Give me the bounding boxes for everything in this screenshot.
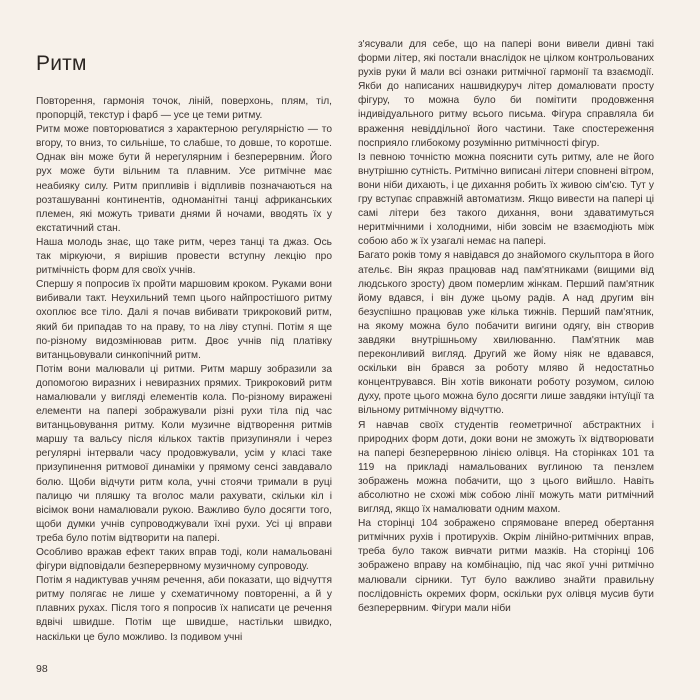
paragraph: з'ясували для себе, що на папері вони вивели дивні такі форми літер, які постали внаслідок не цілком контрольованих рухів руки й мали всі ознаки ритмічної гармонії та взаємодії. Якби до написаних нашвидкуруч літер домалювати просту фігуру, то можна було би помітити продовження індивідуального ритму всього письма. Фігура справляла би враження невіддільної його частини. Таке спостереження посприяло глибокому розумінню ритмічності фігур. (358, 39, 654, 149)
paragraph: Ритм може повторюватися з характерною регулярністю — то вгору, то вниз, то сильніше, то слабше, то довше, то коротше. Однак він може бути й нерегулярним і безперервним. Його рух може бути вільним та плавним. Усе ритмічне має неабияку силу. Ритм припливів і відпливів позначаються на розташуванні континентів, одноманітні танці африканських племен, які можуть тривати днями й ночами, вводять їх у екстатичний стан. (36, 124, 332, 234)
left-text-column (36, 95, 332, 645)
paragraph: На сторінці 104 зображено спрямоване вперед обертання ритмічних рухів і протирухів. Окрім лінійно-ритмічних вправ, треба було також вивчати ритми мазків. На сторінці 106 зображено вправу на комбінацію, під час якої учні ритмічно малювали сірники. Тут було важливо знайти правильну послідовність окремих форм, оскільки рух олівця мусив бути безперервним. Фігури мали ніби (358, 518, 654, 614)
paragraph: Багато років тому я навідався до знайомого скульптора в його ательє. Він якраз працював над пам'ятниками (вищими від людського зросту) двом померлим жінкам. Перший пам'ятник йому вдався, і він дуже цьому радів. А над другим він безуспішно працював уже кілька тижнів. Перший пам'ятник, на якому можна було побачити вигини одягу, він створив завдяки внутрішньому хвилюванню. Пам'ятник мав переконливий вигляд. Другий же йому ніяк не вдавався, оскільки він брався за роботу мляво й недостатньо концентрувався. Він хотів виконати роботу розумом, силою духу, проте цього можна було досягти лише завдяки інтуїції та вільному ритмічному відчуттю. (358, 250, 654, 417)
right-text-column (358, 38, 654, 616)
paragraph: Спершу я попросив їх пройти маршовим кроком. Руками вони вибивали такт. Неухильний темп цього найпростішого ритму охоплює все тіло. Далі я почав вибивати трикроковий ритм, який би припадав то на праву, то на ліву ступні. Потім я ще по-різному видозмінював ритм. Двоє учнів під платівку витанцьовували синкопічний ритм. (36, 279, 332, 361)
page-title: Ритм (36, 52, 87, 76)
paragraph: Потім вони малювали ці ритми. Ритм маршу зобразили за допомогою виразних і невиразних прямих. Трикроковий ритм намалювали у вигляді елементів кола. По-різному виражені елементи на папері зображували різні рухи тіла під час витанцьовування ритму. Коли музичне відтворення ритмів маршу та вальсу після кількох тактів призупиняли і через регулярні інтервали часу продовжували, усім у класі таке призупинення ритмової динаміки у прямому сенсі завдавало болю. Щоби відчути ритм кола, учні стоячи тримали в руці палицю чи пляшку та вголос мали рахувати, скільки кіл і віcімок вони намалювали рукою. Важливо було досягти того, щоби думки учнів супроводжували їхні рухи. Усі ці вправи треба було потім відтворити на папері. (36, 363, 332, 544)
page-number: 98 (36, 663, 48, 675)
paragraph: Особливо вражав ефект таких вправ тоді, коли намальовані фігури відповідали безперервному музичному супроводу. (36, 547, 332, 573)
paragraph: Потім я надиктував учням речення, аби показати, що відчуття ритму полягає не лише у схематичному повторенні, а й у плавних рухах. Після того я попросив їх написати це речення вдвічі швидше. Потім ще швидше, настільки швидко, наскільки це було можливо. Із подивом учні (36, 575, 332, 643)
paragraph: Я навчав своїх студентів геометричної абстрактних і природних форм доти, доки вони не зможуть їх відтворювати на папері безперервною лінією олівця. На сторінках 101 та 119 на прикладі намальованих вуглиною та пензлем зображень можна побачити, що з цього вийшло. Навіть абсолютно не схожі між собою лінії можуть мати ритмічний вигляд, якщо їх намалювати одним махом. (358, 419, 654, 516)
paragraph: Наша молодь знає, що таке ритм, через танці та джаз. Ось так міркуючи, я вирішив провести вступну лекцію про ритмічність форм для своїх учнів. (36, 236, 332, 277)
paragraph: Із певною точністю можна пояснити суть ритму, але не його внутрішню сутність. Ритмічно виписані літери сповнені вітром, вони ніби дихають, і це дихання робить їх живою сім'єю. Тут у гру вступає справжній автоматизм. Якщо вивести на папері ці самі літери без такого дихання, вони здаватимуться неритмічними і холодними, ніби зовсім не взаємодіють між собою або ж їх узагалі немає на папері. (358, 151, 654, 248)
paragraph: Повторення, гармонія точок, ліній, поверхонь, плям, тіл, пропорцій, текстур і фарб — усе це теми ритму. (36, 96, 332, 122)
